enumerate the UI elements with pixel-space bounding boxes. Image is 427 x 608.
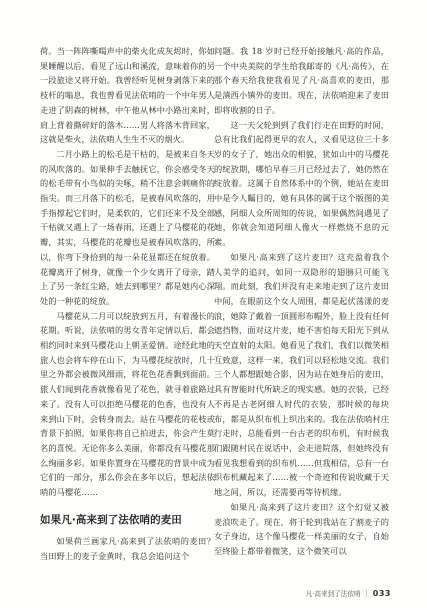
paragraph: 如果凡·高来到了这片麦田？这个幻觉又被麦浪吹走了。现在，将于轮到我站在了割麦子的女子身边，这个像马樱花一样美丽的女子，自始至终脸上都带着微笑，这个微笑可以 [214, 501, 389, 556]
paragraph: 这一天父轮到到了我们行走在田野的时间，总有比我们起得更早的农人，又看见这位三十多岁的女子了，她出众的相貌，犹如山中的马樱花的绽放期，哪怕早春三月已经过去了，她仍然在绽放着。这属于自然体系中的个例，她站在麦田中是令人瞩目的，她有具体的属于这个版图的美感，阿细人众所周知的传说，如果偶然间遇见了她，你就会知道阿细人像火一样燃烧不息的元素。 [214, 119, 389, 248]
paragraph: 问题。我 18 岁时已经开始接触凡·高的作品，一个中央美院的学生给我邮寄的《凡·高传》，在那个春天给我使我看见了凡·高喜欢的麦田，那是滇西小镇外的麦田。现在，法依哨迎来了麦田即将收割的日子。 [214, 46, 389, 115]
section-heading: 如果凡·高来到了法依哨的麦田 [40, 513, 182, 526]
page-footer [306, 588, 391, 598]
page-number: 033 [372, 588, 391, 598]
footer-separator: | [365, 589, 368, 597]
paragraph: 二月小路上的松毛是干枯的，是被来自冬天的风吹落的。如果伸手去触抚它，你会感受冬天的松毛带有小鸟似的尖啄，稍不注意会刺痛你的指尖。而三月落下的松毛，是被春风吹落的，用手指撑起它们时，是柔软的，它们还来不及全部干枯就又遇上了一场春雨，还遇上了马樱花的花瓣，其实，马樱花的花瓣也是被春风吹落的，所以，你弯下身拾到的每一朵花显都还在绽放着。花瓣离开了树身，就像一个少女离开了母亲，踏上了另一条红尘路，她去到哪里？都是她内心深处的一种花的绽放。 [40, 148, 215, 306]
right-column [214, 44, 389, 559]
paragraph: 如果荷兰画家凡·高来到了法依哨的麦田？当田野上的麦子金黄时，我总会追问这个 [40, 535, 215, 561]
paragraph: 如果凡·高来到了这片麦田？这充盈着我个人美学的追问，如同一双隐形的翅膀只可能飞翔。而此刻，我们并没有走来地走到了这片麦田中间，在眼前这个女人周围，都是起伏荡漾的麦浪，她除了戴着一顶圆形布帽外，脸上没有任何遮挡物，面对这片麦，她不害怕每天阳光下到从天空直射的太阳。她看见了我们，我们以微笑相互致意，这样一来，我们可以轻松地交流。我们三个人都想跟她合影，因为站在她身后的麦田，具有智能时代所缺乏的现实感。她的衣装，已经不再是古老阿细人时代的衣装，那时候的每块布，都是从织布机上织出来的。我在法依哨村庄行走时，总能看到一台古老的织布机，有时候我们跟随村民在说话中，会走进院落，但她终没有看见我想看到的织布机……但我相信，总有一台织布机藏起来了……被一个奇迹和传说收藏于天地之间，所以，还需要再等待机缘。 [214, 251, 389, 498]
paragraph: 马樱花从二月可以绽放到五月，有着漫长的花期。听说，法依哨的男女青年定情以后，都会相约同时来到马樱花山上朝圣爱情。途经此地的旅人也会将车停在山下，为马樱花绽放时，几十里之外都会被微风细雨，将花色花香飘到面前。旅人们闻到花香就像看见了花色，就寻着旅路过来了。没有人可以拒绝马樱花的色香，也没有人来到山下时，会转身而去。站在马樱花的花枝或背景下拍照，如果你将自己拍进去，你会产生莫名的喜悦。无论你多么美丽，你都没有马樱花那么绚丽多彩。如果你置身在马樱花的背景中成为它们的一部分，那么你会在多年以后，想起法依哨的马樱花…… [40, 310, 215, 498]
left-column [40, 44, 215, 563]
running-title: 凡·高来到了法依哨 [305, 590, 361, 598]
paragraph: 荷。当一阵阵嘶喝声中的柴火化成灰烬时，你如果睡醒以后，看见了远山和溪流，意味着你的另一段旅途又将开始。我曾经听见树身剥落下来的枝杆的嗡息，我也曾看见法依哨的一个中年男人走进了阴森的树林，中午他从林中小路出来时，肩上背着撕碎好的落木……男人将落木背回家，这就是柴火，法依哨人生生不灭的烟火。 [40, 46, 215, 145]
